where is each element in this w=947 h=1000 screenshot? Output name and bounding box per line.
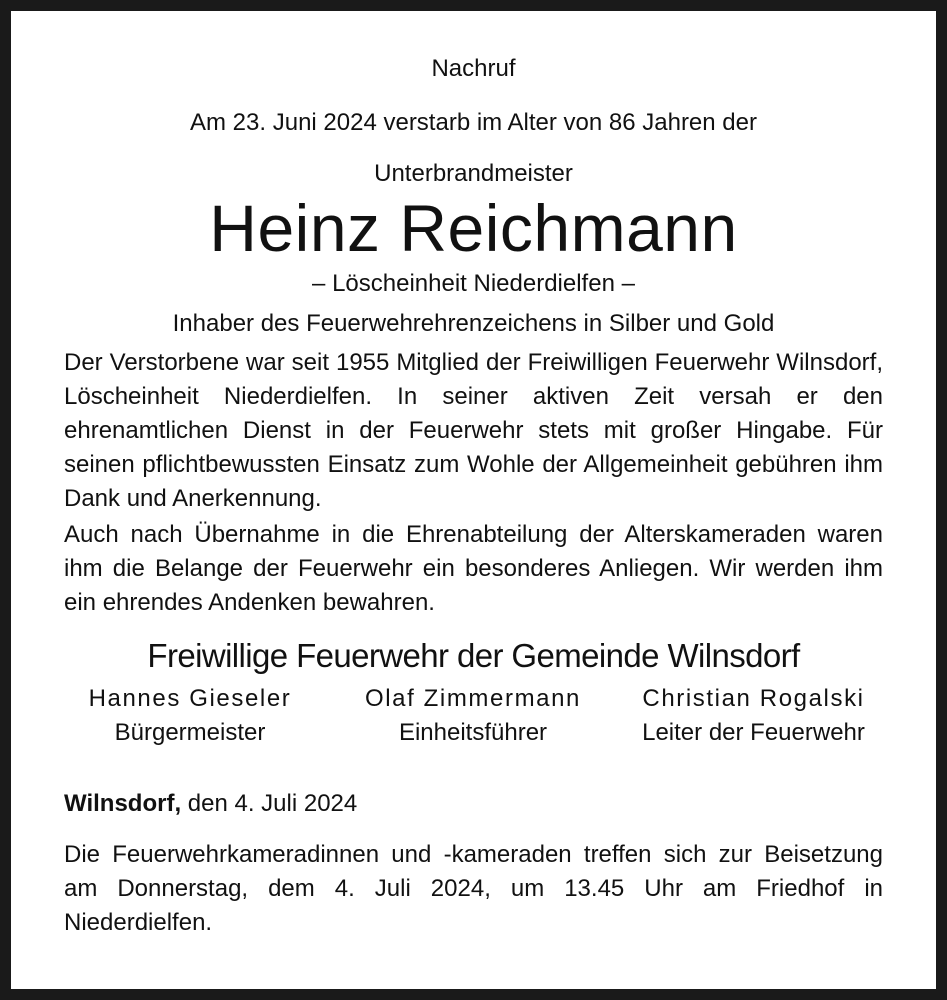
signer-title: Bürgermeister xyxy=(114,719,266,746)
signer-title: Leiter der Feuerwehr xyxy=(642,719,865,746)
deceased-name: Heinz Reichmann xyxy=(209,191,738,265)
funeral-notice: Die Feuerwehrkameradinnen und -kameraden treffen sich zur Beisetzung am Donnerstag, dem 4. Juli 2024, um 13.45 Uhr am Friedhof in Niederdielfen. xyxy=(64,841,883,936)
deceased-rank: Unterbrandmeister xyxy=(374,160,573,187)
signer xyxy=(624,682,883,750)
deceased-award: Inhaber des Feuerwehrehrenzeichens in Silber und Gold xyxy=(172,310,775,337)
signers-block xyxy=(64,682,883,778)
dateline-date: den 4. Juli 2024 xyxy=(187,790,358,817)
death-announcement: Am 23. Juni 2024 verstarb im Alter von 86 Jahren der xyxy=(190,109,757,136)
signer-title: Einheitsführer xyxy=(398,719,548,746)
dateline-place: Wilnsdorf, xyxy=(64,790,182,817)
obituary-notice xyxy=(64,48,883,940)
signer-name: Christian Rogalski xyxy=(642,685,865,712)
signer-name: Olaf Zimmermann xyxy=(364,685,582,712)
dateline xyxy=(64,786,883,822)
signer xyxy=(64,682,316,750)
tribute-paragraph-2: Auch nach Übernahme in die Ehrenabteilung der Alterskameraden waren ihm die Belange der Feuerwehr ein besonderes Anliegen. Wir werden ihm ein ehrendes Andenken bewahren. xyxy=(64,521,883,616)
deceased-unit: – Löscheinheit Niederdielfen – xyxy=(312,270,635,297)
notice-heading: Nachruf xyxy=(431,55,516,82)
organization-name: Freiwillige Feuerwehr der Gemeinde Wilnsdorf xyxy=(147,637,800,674)
signer-name: Hannes Gieseler xyxy=(88,685,292,712)
tribute-paragraph-1: Der Verstorbene war seit 1955 Mitglied der Freiwilligen Feuerwehr Wilnsdorf, Löscheinheit Niederdielfen. In seiner aktiven Zeit versah er den ehrenamtlichen Dienst in der Feuerwehr stets mit großer Hingabe. Für seinen pflichtbewussten Einsatz zum Wohle der Allgemeinheit gebühren ihm Dank und Anerkennung. xyxy=(64,349,883,512)
signer xyxy=(340,682,606,750)
